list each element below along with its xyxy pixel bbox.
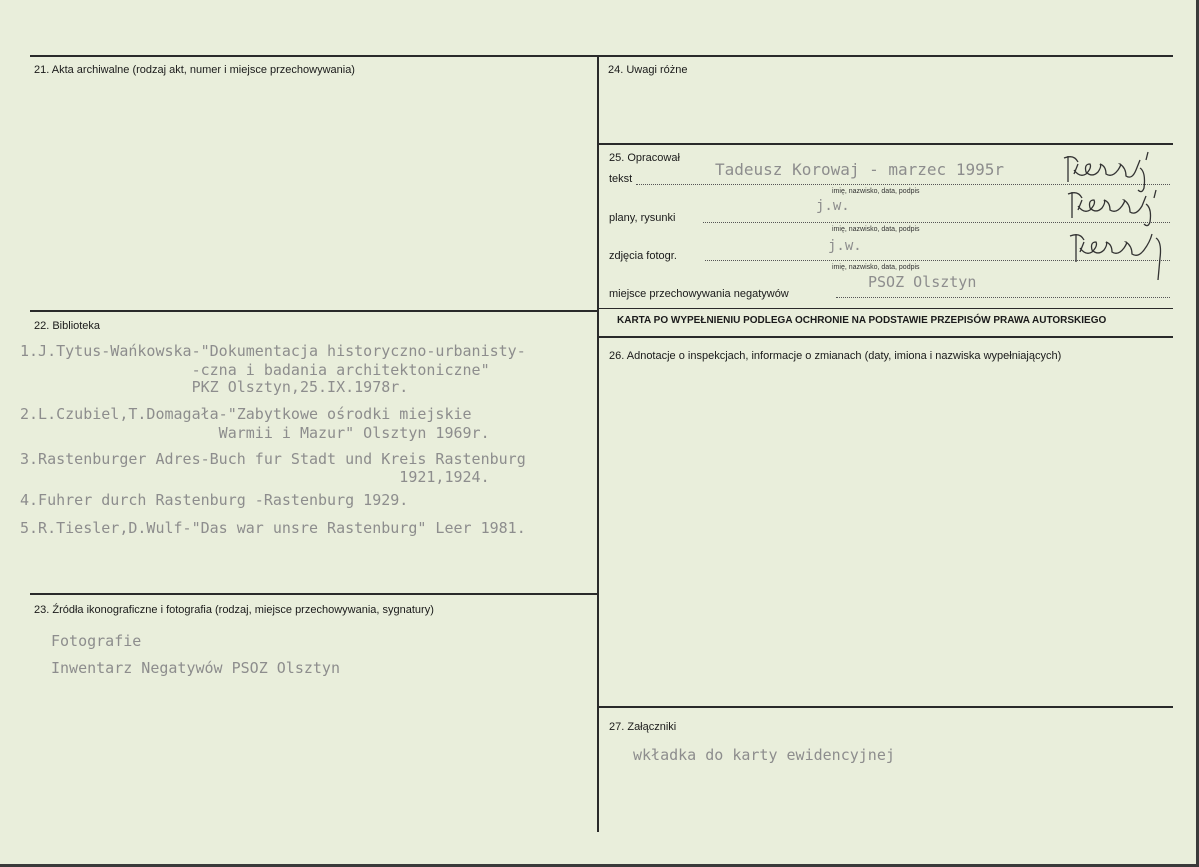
section-23-label: 23. Źródła ikonograficzne i fotografia (rodzaj, miejsce przechowywania, sygnatury) xyxy=(34,604,434,616)
section-25-label: 25. Opracował xyxy=(609,152,680,164)
rule-25-26 xyxy=(598,336,1173,338)
tekst-caption: imię, nazwisko, data, podpis xyxy=(832,188,920,195)
miejsce-dotline xyxy=(836,297,1170,298)
rule-25-notice xyxy=(598,308,1173,309)
rule-24-25 xyxy=(598,143,1173,145)
bib-line: 2.L.Czubiel,T.Domagała-"Zabytkowe ośrodki miejskie xyxy=(20,405,472,423)
bib-line: 3.Rastenburger Adres-Buch fur Stadt und Kreis Rastenburg xyxy=(20,450,526,468)
miejsce-label: miejsce przechowywania negatywów xyxy=(609,288,789,300)
tekst-label: tekst xyxy=(609,173,633,185)
zdjecia-caption: imię, nazwisko, data, podpis xyxy=(832,264,920,271)
plany-label: plany, rysunki xyxy=(609,212,676,224)
zdjecia-label: zdjęcia fotogr. xyxy=(609,250,677,262)
iconography-line: Fotografie xyxy=(51,632,142,650)
signature-zdjecia xyxy=(1068,228,1168,284)
bib-line: Warmii i Mazur" Olsztyn 1969r. xyxy=(20,424,490,442)
rule-26-27 xyxy=(598,706,1173,708)
rule-22-23 xyxy=(30,593,598,595)
bib-line: PKZ Olsztyn,25.IX.1978r. xyxy=(20,378,409,396)
center-rule xyxy=(597,55,599,832)
top-rule xyxy=(30,55,1173,57)
bib-line: 5.R.Tiesler,D.Wulf-"Das war unsre Rastenburg" Leer 1981. xyxy=(20,519,526,537)
plany-caption: imię, nazwisko, data, podpis xyxy=(832,226,920,233)
section-26-label: 26. Adnotacje o inspekcjach, informacje o zmianach (daty, imiona i nazwiska wypełniających) xyxy=(609,350,1062,362)
copyright-notice: KARTA PO WYPEŁNIENIU PODLEGA OCHRONIE NA PODSTAWIE PRZEPISÓW PRAWA AUTORSKIEGO xyxy=(617,315,1107,326)
bib-line: 1921,1924. xyxy=(20,468,490,486)
miejsce-value: PSOZ Olsztyn xyxy=(868,273,977,291)
section-21-label: 21. Akta archiwalne (rodzaj akt, numer i miejsce przechowywania) xyxy=(34,64,355,76)
bib-line: -czna i badania architektoniczne" xyxy=(20,361,490,379)
bib-line: 4.Fuhrer durch Rastenburg -Rastenburg 1929. xyxy=(20,491,409,509)
section-24-label: 24. Uwagi różne xyxy=(608,64,688,76)
zdjecia-value: j.w. xyxy=(828,238,862,254)
tekst-value: Tadeusz Korowaj - marzec 1995r xyxy=(715,160,1004,179)
rule-21-22 xyxy=(30,310,598,312)
iconography-line: Inwentarz Negatywów PSOZ Olsztyn xyxy=(51,659,340,677)
section-22-label: 22. Biblioteka xyxy=(34,320,101,332)
signature-plany xyxy=(1066,188,1171,233)
section-27-label: 27. Załączniki xyxy=(609,721,677,733)
plany-value: j.w. xyxy=(816,198,850,214)
bib-line: 1.J.Tytus-Wańkowska-"Dokumentacja historyczno-urbanisty- xyxy=(20,342,526,360)
attachments-value: wkładka do karty ewidencyjnej xyxy=(633,746,895,764)
